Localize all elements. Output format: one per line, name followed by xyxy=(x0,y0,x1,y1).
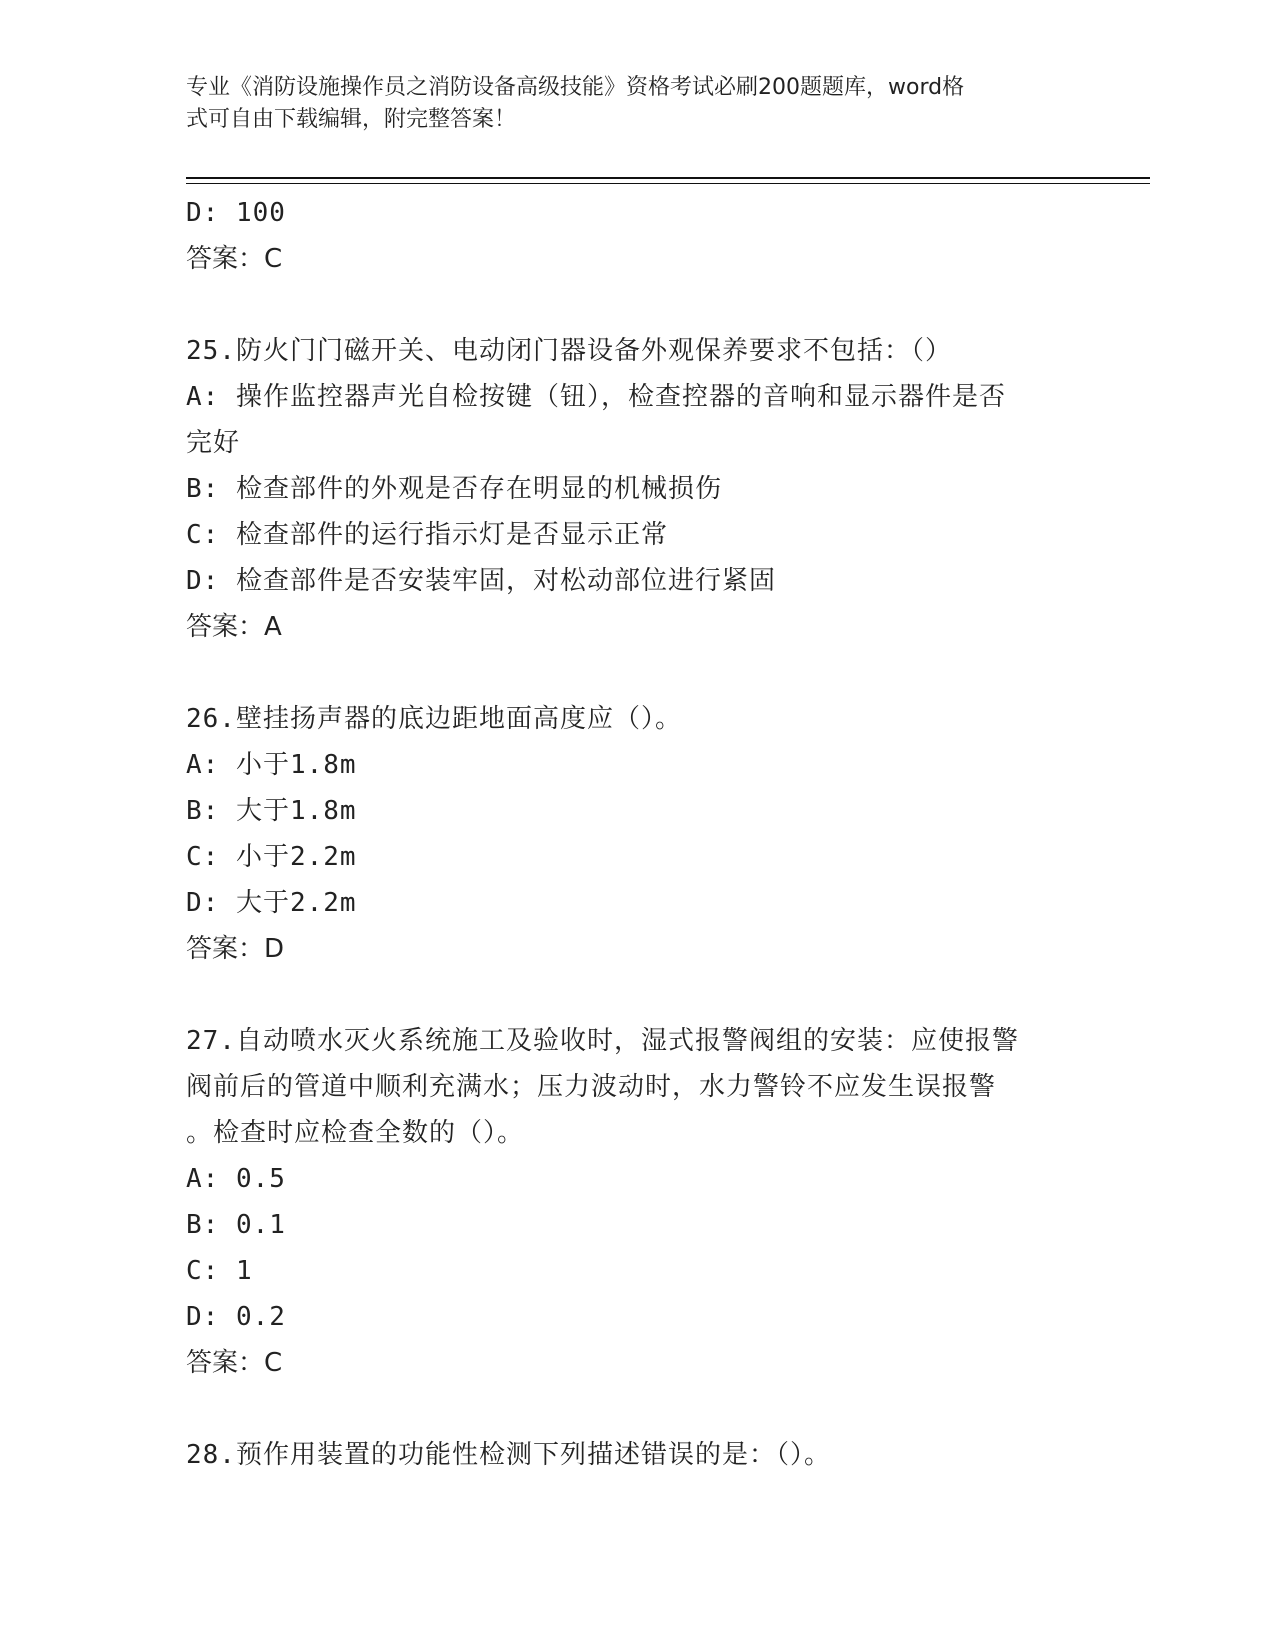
option-a-continued: 完好 xyxy=(186,428,241,458)
question-26 xyxy=(186,696,1086,972)
spacer xyxy=(186,650,1086,696)
option-d: D: 检查部件是否安装牢固，对松动部位进行紧固 xyxy=(186,566,776,596)
option-d: D: 0.2 xyxy=(186,1302,286,1332)
question-28 xyxy=(186,1432,1086,1478)
question-list xyxy=(186,190,1086,1478)
option-c: C: 小于2.2m xyxy=(186,842,357,872)
spacer xyxy=(186,282,1086,328)
option-b: B: 检查部件的外观是否存在明显的机械损伤 xyxy=(186,474,722,504)
question-text: 25.防火门门磁开关、电动闭门器设备外观保养要求不包括：（） xyxy=(186,336,952,366)
answer-line: 答案：C xyxy=(186,244,283,274)
option-c: C: 1 xyxy=(186,1256,253,1286)
header-divider-thin xyxy=(186,183,1150,184)
option-c: C: 检查部件的运行指示灯是否显示正常 xyxy=(186,520,668,550)
question-25 xyxy=(186,328,1086,650)
question-text-continued: 。检查时应检查全数的（）。 xyxy=(186,1118,525,1148)
question-27 xyxy=(186,1018,1086,1386)
header-line-2: 式可自由下载编辑，附完整答案！ xyxy=(186,107,517,132)
option-b: B: 大于1.8m xyxy=(186,796,357,826)
spacer xyxy=(186,1386,1086,1432)
option-a: A: 小于1.8m xyxy=(186,750,357,780)
spacer xyxy=(186,972,1086,1018)
answer-line: 答案：C xyxy=(186,1348,283,1378)
answer-line: 答案：A xyxy=(186,612,282,642)
header-divider-thick xyxy=(186,177,1150,179)
option-b: B: 0.1 xyxy=(186,1210,286,1240)
answer-line: 答案：D xyxy=(186,934,285,964)
document-header xyxy=(186,72,1066,136)
question-text: 27.自动喷水灭火系统施工及验收时，湿式报警阀组的安装：应使报警 xyxy=(186,1026,1019,1056)
question-text-continued: 阀前后的管道中顺利充满水；压力波动时，水力警铃不应发生误报警 xyxy=(186,1072,997,1102)
option-d: D: 100 xyxy=(186,198,286,228)
option-a: A: 0.5 xyxy=(186,1164,286,1194)
option-a: A: 操作监控器声光自检按键（钮），检查控器的音响和显示器件是否 xyxy=(186,382,1006,412)
question-24-tail xyxy=(186,190,1086,282)
header-line-1: 专业《消防设施操作员之消防设备高级技能》资格考试必刷200题题库，word格 xyxy=(186,75,965,100)
question-text: 28.预作用装置的功能性检测下列描述错误的是：（）。 xyxy=(186,1440,831,1470)
question-text: 26.壁挂扬声器的底边距地面高度应（）。 xyxy=(186,704,682,734)
option-d: D: 大于2.2m xyxy=(186,888,357,918)
